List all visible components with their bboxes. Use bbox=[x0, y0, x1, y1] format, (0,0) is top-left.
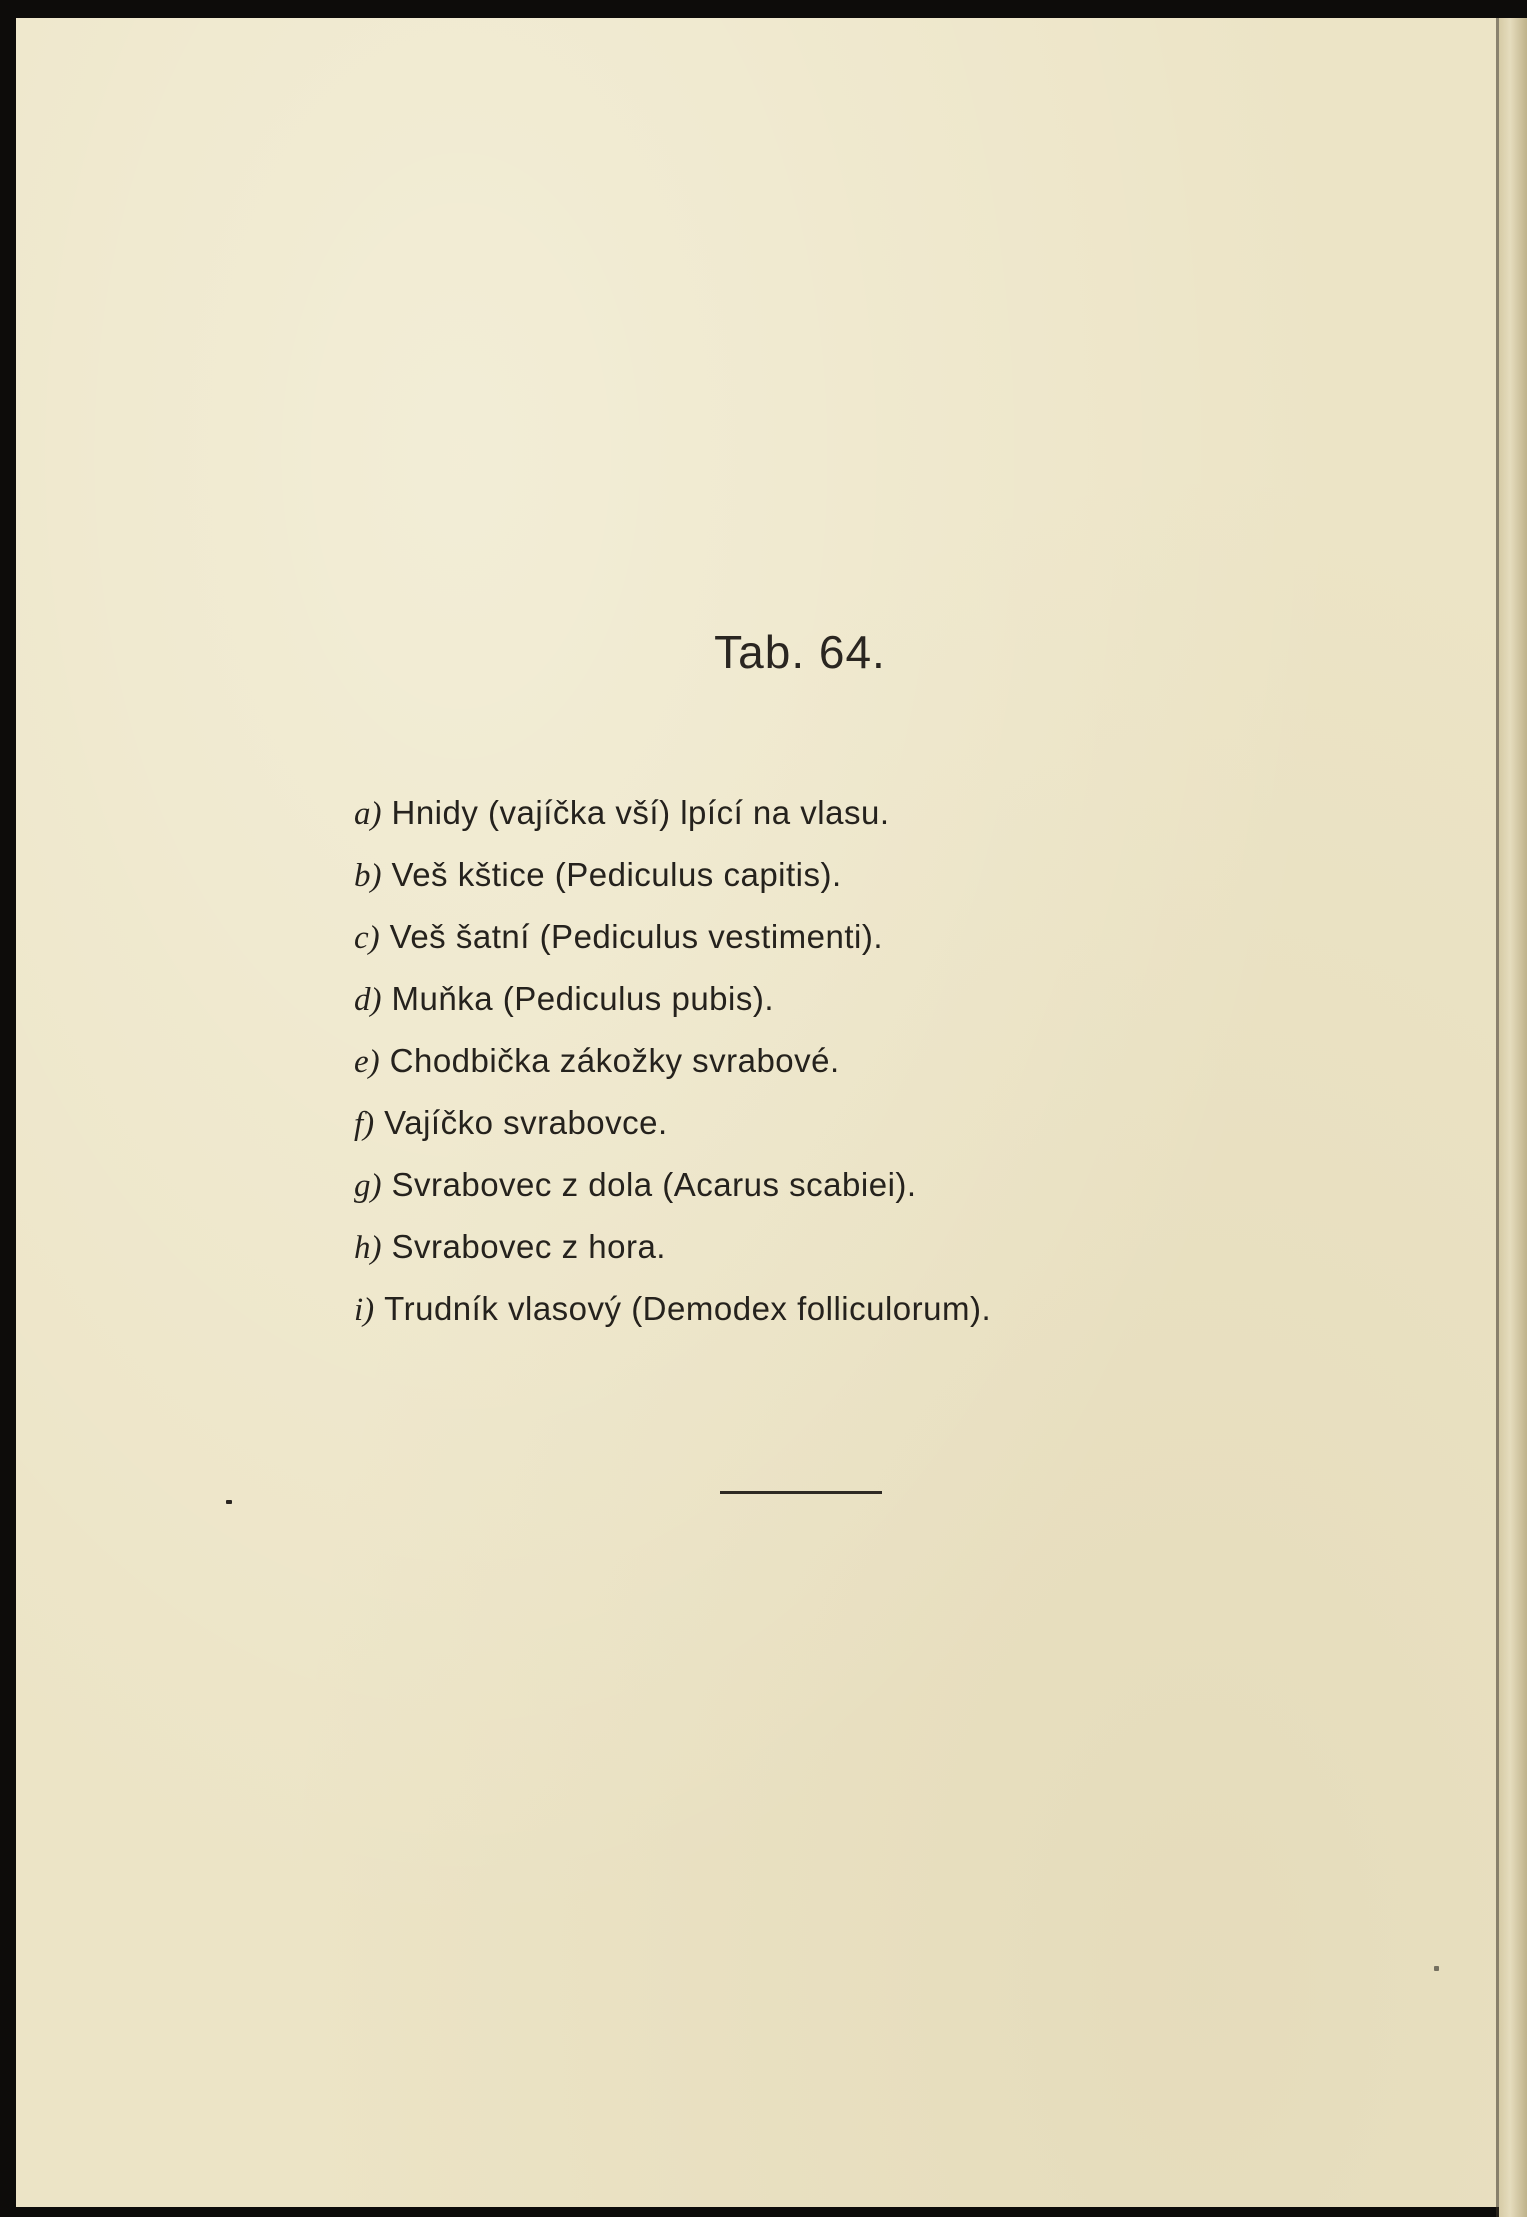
legend-item bbox=[354, 1030, 991, 1092]
adjacent-page-edge bbox=[1499, 18, 1527, 2217]
legend-text: Trudník vlasový (Demodex folliculorum). bbox=[384, 1290, 992, 1327]
legend-text: Vajíčko svrabovce. bbox=[384, 1104, 668, 1141]
legend-letter: f) bbox=[354, 1106, 375, 1142]
legend-item bbox=[354, 844, 991, 906]
legend-text: Muňka (Pediculus pubis). bbox=[391, 980, 775, 1017]
legend-letter: a) bbox=[354, 796, 382, 832]
legend-item bbox=[354, 1092, 991, 1154]
legend-letter: e) bbox=[354, 1044, 380, 1080]
plate-legend bbox=[354, 782, 991, 1340]
legend-letter: h) bbox=[354, 1230, 382, 1266]
legend-letter: i) bbox=[354, 1292, 375, 1328]
legend-text: Veš kštice (Pediculus capitis). bbox=[391, 856, 842, 893]
legend-text: Svrabovec z dola (Acarus scabiei). bbox=[391, 1166, 917, 1203]
legend-letter: b) bbox=[354, 858, 382, 894]
legend-text: Hnidy (vajíčka vší) lpící na vlasu. bbox=[391, 794, 890, 831]
legend-letter: d) bbox=[354, 982, 382, 1018]
legend-item bbox=[354, 968, 991, 1030]
legend-letter: c) bbox=[354, 920, 380, 956]
ink-speck bbox=[1434, 1966, 1439, 1971]
legend-item bbox=[354, 1278, 991, 1340]
legend-item bbox=[354, 1154, 991, 1216]
ink-speck bbox=[226, 1500, 232, 1504]
legend-item bbox=[354, 1216, 991, 1278]
legend-text: Veš šatní (Pediculus vestimenti). bbox=[389, 918, 884, 955]
closing-rule bbox=[720, 1491, 882, 1494]
legend-text: Svrabovec z hora. bbox=[391, 1228, 666, 1265]
legend-item bbox=[354, 906, 991, 968]
legend-item bbox=[354, 782, 991, 844]
legend-letter: g) bbox=[354, 1168, 382, 1204]
plate-title: Tab. 64. bbox=[714, 626, 886, 678]
legend-text: Chodbička zákožky svrabové. bbox=[389, 1042, 840, 1079]
